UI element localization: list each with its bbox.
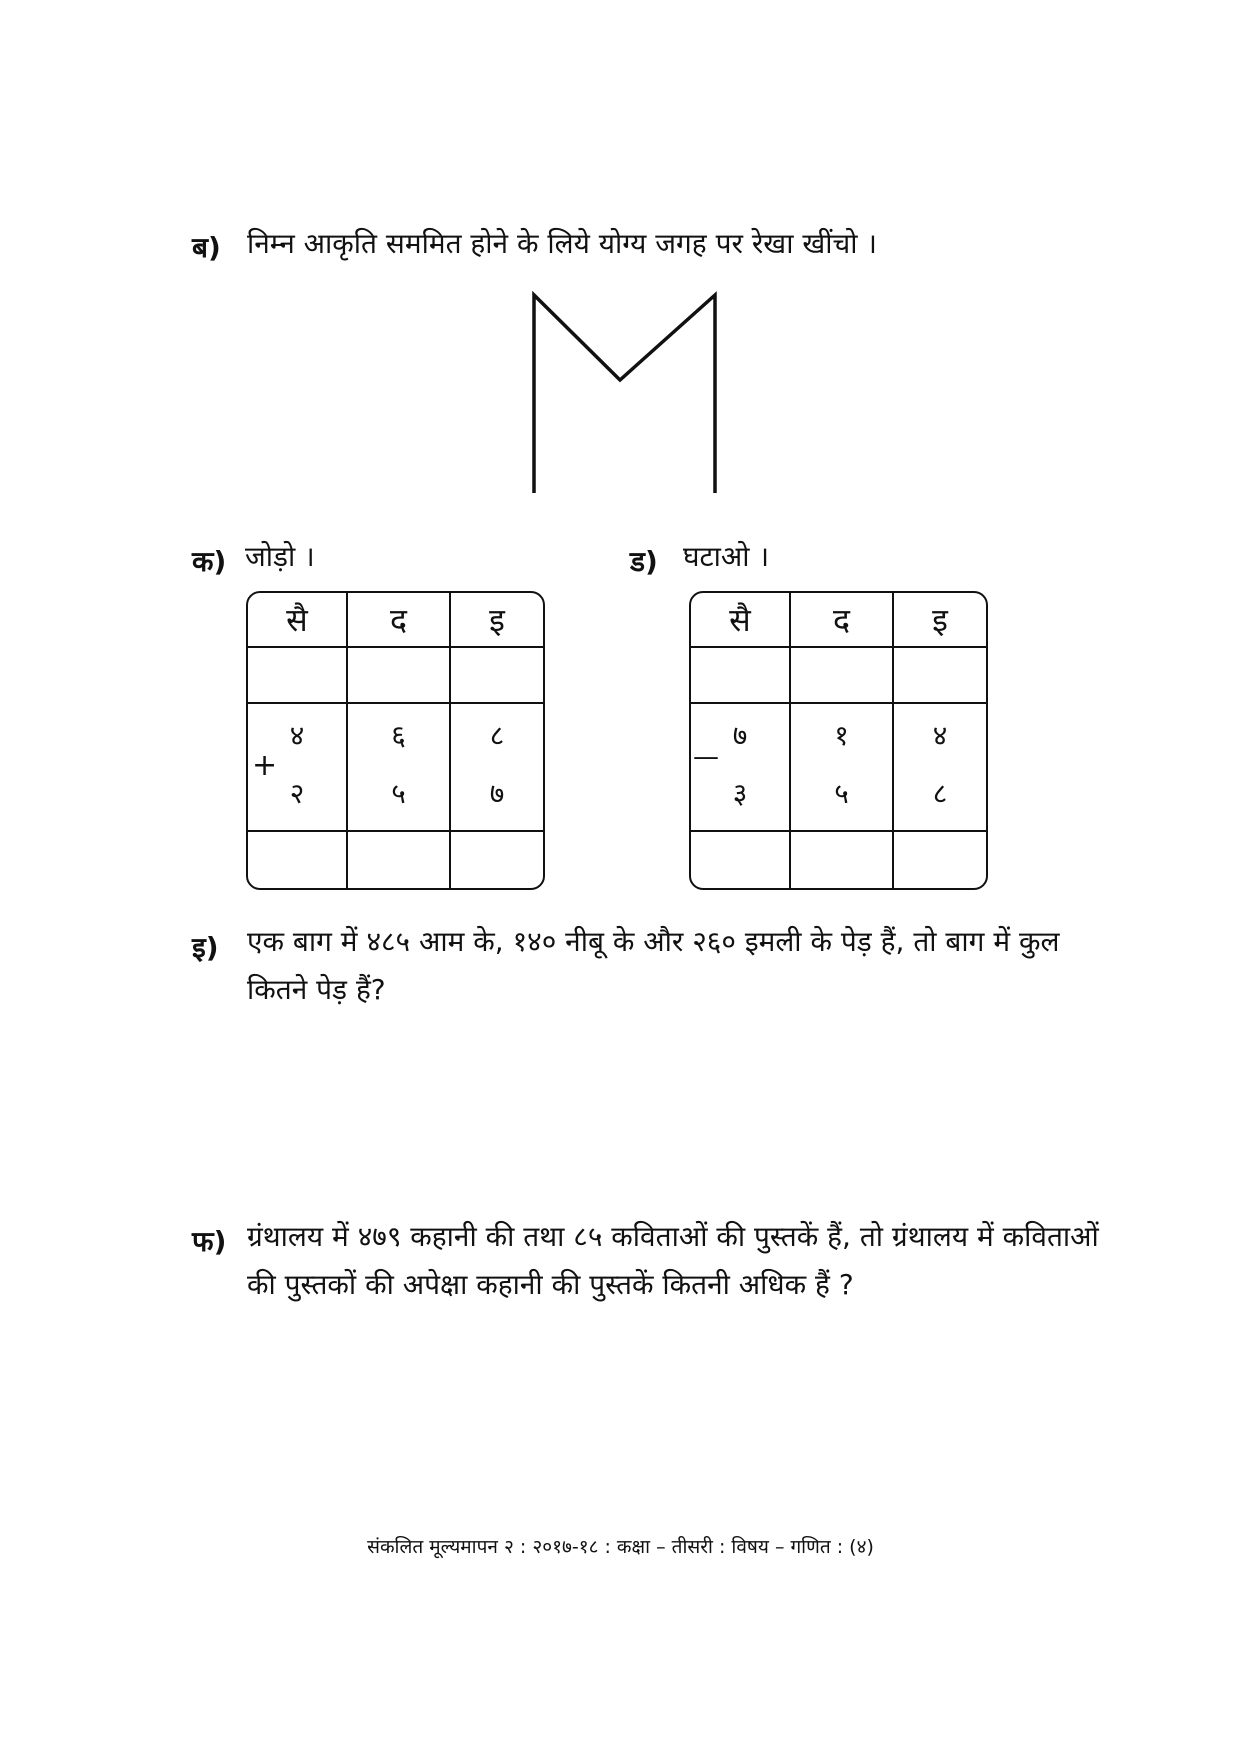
digit-top: ४ — [932, 719, 948, 752]
question-d-label: ड) — [630, 545, 658, 578]
page-footer: संकलित मूल्यमापन २ : २०१७-१८ : कक्षा – तीसरी : विषय – गणित : (४) — [367, 1536, 874, 1558]
digit-top: ६ — [391, 719, 406, 752]
question-k-text: जोड़ो । — [245, 540, 315, 573]
question-k-label: क) — [192, 545, 227, 578]
question-b-label: ब) — [192, 231, 221, 264]
digit-bottom: ५ — [834, 777, 849, 810]
header-tens: द — [791, 593, 894, 648]
digit-top: ४ — [289, 719, 305, 752]
answer-cell-ones[interactable] — [451, 832, 543, 888]
symmetry-figure — [527, 288, 727, 498]
addition-table — [246, 591, 545, 890]
digits-ones — [451, 704, 543, 832]
answer-cell-tens[interactable] — [791, 832, 894, 888]
question-i-line1: एक बाग में ४८५ आम के, १४० नीबू के और २६० इमली के पेड़ हैं, तो बाग में कुल — [247, 925, 1060, 958]
digits-hundreds — [248, 704, 348, 832]
answer-cell-ones[interactable] — [894, 832, 986, 888]
digits-ones — [894, 704, 986, 832]
question-i-line2: कितने पेड़ हैं? — [247, 973, 386, 1006]
carry-cell-tens[interactable] — [348, 648, 451, 704]
digit-bottom: ३ — [732, 777, 748, 810]
question-f-label: फ) — [192, 1225, 227, 1258]
answer-cell-hundreds[interactable] — [248, 832, 348, 888]
digit-top: ८ — [489, 719, 505, 752]
answer-cell-hundreds[interactable] — [691, 832, 791, 888]
digits-tens — [348, 704, 451, 832]
carry-cell-hundreds[interactable] — [248, 648, 348, 704]
header-ones: इ — [451, 593, 543, 648]
answer-cell-tens[interactable] — [348, 832, 451, 888]
question-d-text: घटाओ । — [683, 540, 770, 573]
subtraction-table — [689, 591, 988, 890]
question-i-label: इ) — [192, 931, 219, 964]
digit-bottom: ५ — [391, 777, 406, 810]
question-f-text — [247, 1213, 1099, 1309]
digit-top: ७ — [732, 719, 748, 752]
header-hundreds: सै — [691, 593, 791, 648]
digit-bottom: ८ — [932, 777, 948, 810]
digit-bottom: २ — [289, 777, 305, 810]
carry-cell-ones[interactable] — [451, 648, 543, 704]
borrow-cell-tens[interactable] — [791, 648, 894, 704]
digit-bottom: ७ — [489, 777, 505, 810]
borrow-cell-hundreds[interactable] — [691, 648, 791, 704]
question-f-line2: की पुस्तकों की अपेक्षा कहानी की पुस्तकें कितनी अधिक हैं ? — [247, 1268, 854, 1301]
question-i-text — [247, 918, 1059, 1014]
plus-operator: + — [252, 748, 278, 783]
question-f-line1: ग्रंथालय में ४७९ कहानी की तथा ८५ कविताओं की पुस्तकें हैं, तो ग्रंथालय में कविताओं — [247, 1220, 1099, 1253]
header-hundreds: सै — [248, 593, 348, 648]
header-ones: इ — [894, 593, 986, 648]
digits-hundreds — [691, 704, 791, 832]
minus-operator: — — [693, 742, 719, 772]
digits-tens — [791, 704, 894, 832]
borrow-cell-ones[interactable] — [894, 648, 986, 704]
question-b-text: निम्न आकृति सममित होने के लिये योग्य जगह पर रेखा खींचो । — [247, 227, 878, 260]
header-tens: द — [348, 593, 451, 648]
digit-top: १ — [834, 719, 849, 752]
